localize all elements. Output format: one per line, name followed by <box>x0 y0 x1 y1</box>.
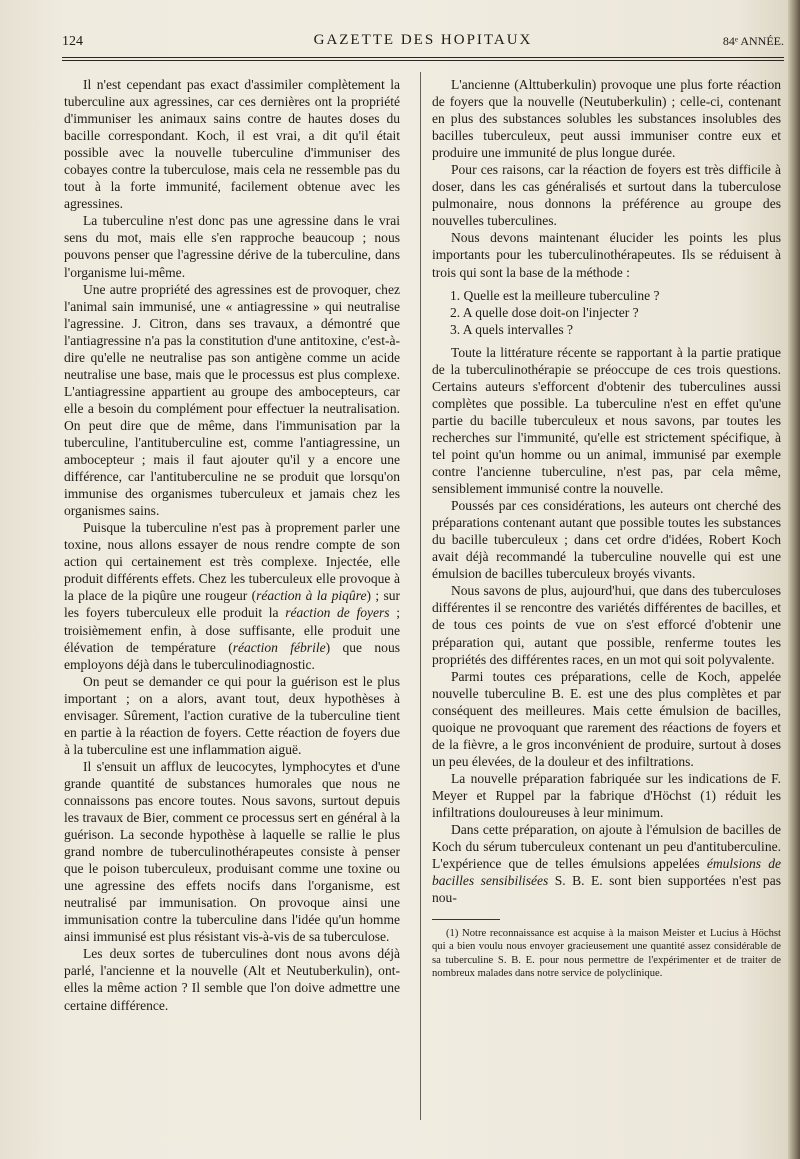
column-divider <box>420 72 421 1120</box>
list-item: 1. Quelle est la meilleure tuberculine ? <box>450 287 660 303</box>
italic-term: émulsions de bacilles sensibilisées <box>432 856 781 889</box>
footnote: (1) Notre reconnaissance est acquise à la maison Meister et Lucius à Höchst qui a bien voulu nous envoyer gracieusement une quantité assez considérable de sa tuberculine S. B. E. pour nous permettre de l'expérimenter et de traiter de nombreux malades dans notre service de polyclinique. <box>432 928 781 979</box>
volume-year: 84ᵉ ANNÉE. <box>722 34 784 48</box>
page-number: 124 <box>62 34 83 49</box>
paragraph: Parmi toutes ces préparations, celle de Koch, appelée nouvelle tuberculine B. E. est une des plus complètes et par conséquent des meilleures. Mais cette émulsion de bacilles, quoique ne provoquant que rarement des réactions de foyers et de la fièvre, a le gros inconvénient de produire, surtout à doses un peu élevées, de la douleur et des infiltrations. <box>432 668 781 769</box>
paragraph: La nouvelle préparation fabriquée sur les indications de F. Meyer et Ruppel par la fabrique d'Höchst (1) réduit les infiltrations douloureuses à leur minimum. <box>432 770 781 820</box>
header-rule <box>62 57 784 58</box>
paragraph: Il s'ensuit un afflux de leucocytes, lymphocytes et d'une grande quantité de substances humorales que nous ne connaissons pas encore toutes. Nous savons, surtout depuis les travaux de Bier, comment ce processus sert en général à la guérison. La seconde hypothèse à laquelle se rallie le plus grand nombre de tuberculinothérapeutes consiste à penser que le poison tuberculeux, produisant comme une toxine ou une agressine des effets nocifs dans l'organisme, est neutralisé par immunisation. On provoque ainsi une immunisation contre la tuberculine dans l'idée qu'un homme ainsi immunisé est plus résistant vis-à-vis de sa tuberculose. <box>64 758 400 945</box>
text-run: ; troisièmement enfin, à dose suffisante, elle produit une élévation de température ( <box>64 605 400 655</box>
page-header <box>62 32 784 54</box>
text-run: S. B. E. sont bien supportées n'est pas nou- <box>432 873 781 906</box>
paragraph: Les deux sortes de tuberculines dont nous avons déjà parlé, l'ancienne et la nouvelle (Alt et Neutuberkulin), ont-elles la même action ? Il semble que l'on doive admettre une certaine différence. <box>64 946 400 1013</box>
text-run: Puisque la tuberculine n'est pas à proprement parler une toxine, nous allons essayer de nous rendre compte de son action qui certainement est très complexe. Injectée, elle produit différents effets. Chez les tuberculeux elle provoque à la place de la piqûre une rougeur ( <box>64 520 400 604</box>
paragraph: Nous savons de plus, aujourd'hui, que dans des tuberculoses différentes il se rencontre des variétés différentes de bacilles, et de tous ces points de vue on s'est efforcé d'obtenir une préparation qui, autant que possible, renferme toutes les propriétés des différentes races, en un mot qui soit polyvalente. <box>432 583 781 667</box>
paragraph: Poussés par ces considérations, les auteurs ont cherché des préparations contenant autant que possible toutes les substances du bacille tuberculeux ; dans cet ordre d'idées, Robert Koch avait déjà recommandé la tuberculine nouvelle qui est une émulsion de bacilles tuberculeux broyés vivants. <box>432 498 781 582</box>
paragraph: Nous devons maintenant élucider les points les plus importants pour les tuberculinothérapeutes. Ils se réduisent à trois qui sont la base de la méthode : <box>432 230 781 280</box>
paragraph: La tuberculine n'est donc pas une agressine dans le vrai sens du mot, mais elle s'en rapproche beaucoup ; nous pouvons penser que l'agressine dérive de la tuberculine, dans l'organisme lui-même. <box>64 213 400 280</box>
paragraph <box>64 519 400 672</box>
paragraph: Pour ces raisons, car la réaction de foyers est très difficile à doser, dans les cas généralisés et surtout dans la tuberculose pulmonaire, nous donnons la préférence au groupe des nouvelles tuberculines. <box>432 162 781 229</box>
text-run: ) ; sur les foyers tuberculeux elle produit la <box>64 588 401 621</box>
journal-title: GAZETTE DES HOPITAUX <box>313 32 533 48</box>
paragraph: Une autre propriété des agressines est de provoquer, chez l'animal sain immunisé, une « antiagressine » qui neutralise l'agressine. J. Citron, dans ses travaux, a démontré que l'antiagressine n'a pas la constitution d'une antitoxine, c'est-à-dire qu'elle ne neutralise pas son antigène comme un acide neutralise une base, mais que le processus est plus complexe. L'antiagressine appartient au groupe des ambocepteurs, car elle a besoin du complément pour effectuer la neutralisation. On peut dire que de même, dans l'immunisation par la tuberculine, l'antituberculine est, comme l'antiagressine, un ambocepteur ; mais il faut ajouter qu'il y a encore une différence, car l'antituberculine ne se produit que lorsqu'on immunise des organismes tuberculeux et jamais chez les organismes sains. <box>64 281 400 519</box>
paragraph <box>432 821 781 906</box>
list-item: 3. A quels intervalles ? <box>450 321 574 337</box>
italic-term: réaction à la piqûre <box>256 588 367 604</box>
paragraph: L'ancienne (Alttuberkulin) provoque une plus forte réaction de foyers que la nouvelle (Neutuberkulin) ; celle-ci, contenant en plus des substances solubles les substances insolubles des bacilles tuberculeux, peut aussi immuniser contre eux et produire une immunité de plus longue durée. <box>432 77 781 161</box>
question-list <box>450 287 781 338</box>
paragraph: Il n'est cependant pas exact d'assimiler complètement la tuberculine aux agressines, car ces dernières ont la propriété d'immuniser les animaux sains contre de hautes doses du bacille correspondant. Koch, il est vrai, a dit qu'il était possible avec la nouvelle tuberculine d'immuniser des cobayes contre la tuberculose, mais cela ne ressemble pas du tout à la forte immunité, facilement obtenue avec les agressines. <box>64 77 400 212</box>
list-item: 2. A quelle dose doit-on l'injecter ? <box>450 304 639 320</box>
italic-term: réaction de foyers <box>285 605 390 621</box>
paragraph: On peut se demander ce qui pour la guérison est le plus important ; on a alors, avant tout, deux hypothèses à envisager. Sûrement, l'action curative de la tuberculine tient en partie à la réaction de foyers. Cette réaction de foyers due à la tuberculine est une inflammation aiguë. <box>64 673 400 757</box>
left-column <box>64 76 400 1014</box>
text-run: Dans cette préparation, on ajoute à l'émulsion de bacilles de Koch du sérum tuberculeux contenant un peu d'antituberculine. L'expérience que de telles émulsions appelées <box>432 822 781 872</box>
paragraph: Toute la littérature récente se rapportant à la partie pratique de la tuberculinothérapie se préoccupe de ces trois questions. Certains auteurs s'efforcent d'obtenir des tuberculines aussi complètes que possible. La tuberculine n'est en effet qu'une partie du bacille tuberculeux et nous savons, par toutes les recherches sur l'immunité, qu'elle est strictement spécifique, à tel point qu'un homme ou un animal, immunisé par exemple contre l'ancienne tuberculine, n'est pas, par cela même, sensiblement immunisé contre la nouvelle. <box>432 344 781 497</box>
footnote-rule <box>432 919 500 920</box>
header-rule-thin <box>62 60 784 61</box>
page-edge-shadow <box>788 0 800 1159</box>
text-run: ) que nous employons déjà dans le tuberculinodiagnostic. <box>64 639 400 672</box>
right-column <box>432 76 781 980</box>
italic-term: réaction fébrile <box>232 639 326 655</box>
